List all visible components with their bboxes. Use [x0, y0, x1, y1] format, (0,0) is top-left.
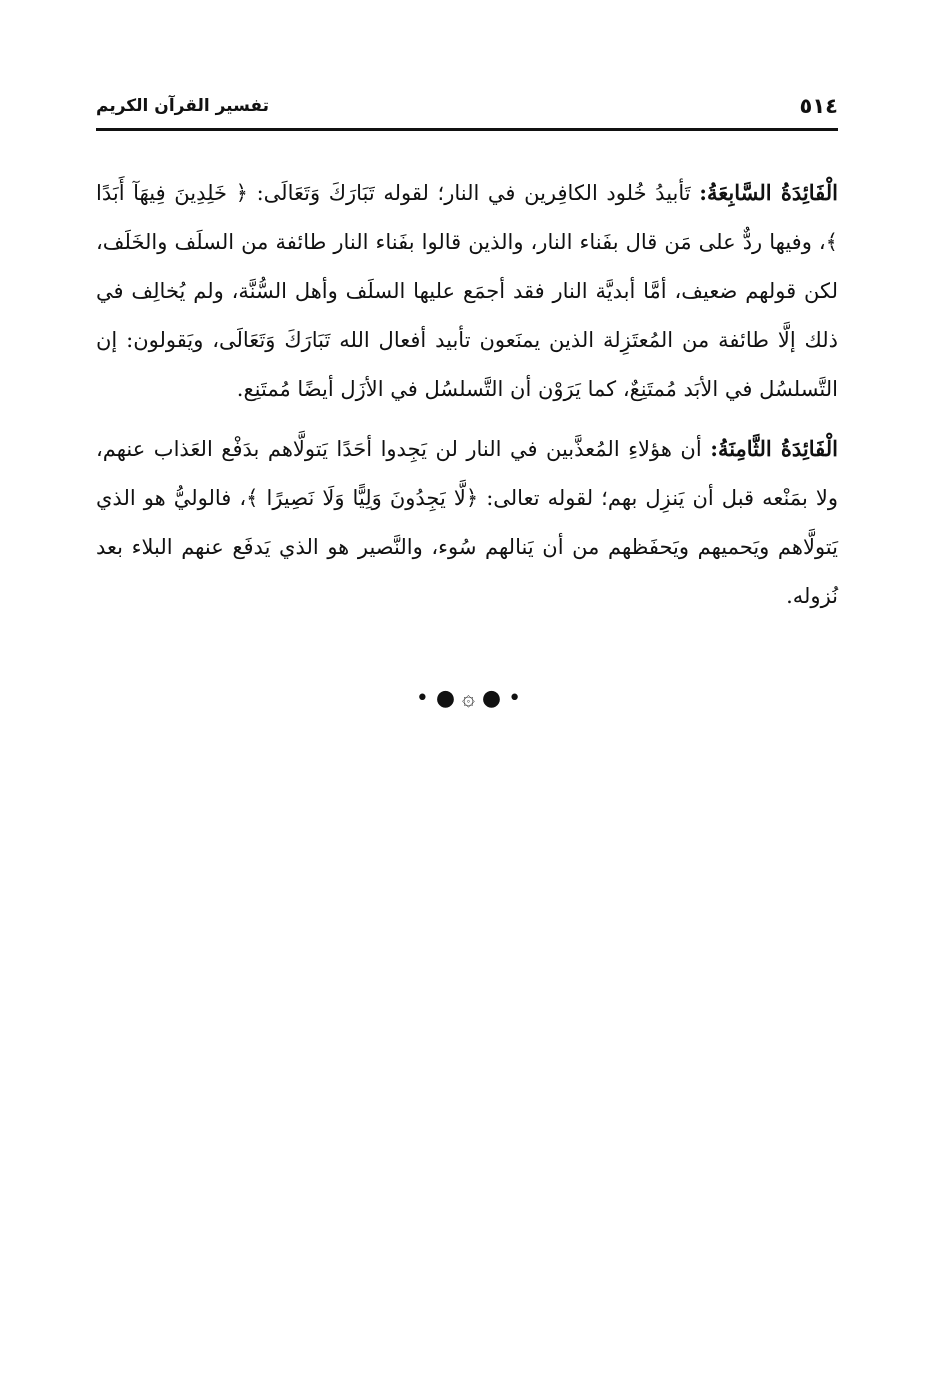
header-rule	[96, 128, 838, 131]
paragraph-text: تَأبيدُ خُلود الكافِرين في النار؛ لقوله تَبَارَكَ وَتَعَالَى: ﴿ خَلِدِينَ فِيهَآ أَبَدًا ﴾، وفيها ردٌّ على مَن قال بفَناء النار، والذين قالوا بفَناء النار طائفة من السلَف والخَلَف، لكن قولهم ضعيف، أمَّا أبديَّة النار فقد أجمَع عليها السلَف وأهل السُّنَّة، ولم يُخالِف في ذلك إلَّا طائفة من المُعتَزِلة الذين يمنَعون تأبيد أفعال الله تَبَارَكَ وَتَعَالَى، ويَقولون: إن التَّسلسُل في الأبَد مُمتَنِعٌ، كما يَرَوْن أن التَّسلسُل في الأزَل أيضًا مُمتَنِع.	[96, 181, 838, 401]
body-text	[96, 168, 838, 631]
page-header	[96, 88, 838, 128]
running-title: تفسير القرآن الكريم	[96, 96, 270, 116]
paragraph-heading: الْفَائِدَةُ السَّابِعَةُ:	[699, 180, 839, 205]
paragraph-heading: الْفَائِدَةُ الثَّامِنَةُ:	[710, 436, 839, 461]
paragraph-eighth-benefit	[96, 424, 838, 621]
page-number: ٥١٤	[799, 94, 838, 118]
paragraph-seventh-benefit	[96, 168, 838, 414]
paragraph-text: أن هؤلاءِ المُعذَّبين في النار لن يَجِدوا أحَدًا يَتولَّاهم بدَفْع العَذاب عنهم، ولا بمَنْعه قبل أن يَنزِل بهم؛ لقوله تعالى: ﴿لَّا يَجِدُونَ وَلِيًّا وَلَا نَصِيرًا ﴾، فالوليُّ هو الذي يَتولَّاهم ويَحميهم ويَحفَظهم من أن يَنالهم سُوء، والنَّصير هو الذي يَدفَع عنهم البلاء بعد نُزوله.	[96, 437, 838, 608]
section-end-ornament: • ● ۞ ● •	[415, 686, 522, 711]
